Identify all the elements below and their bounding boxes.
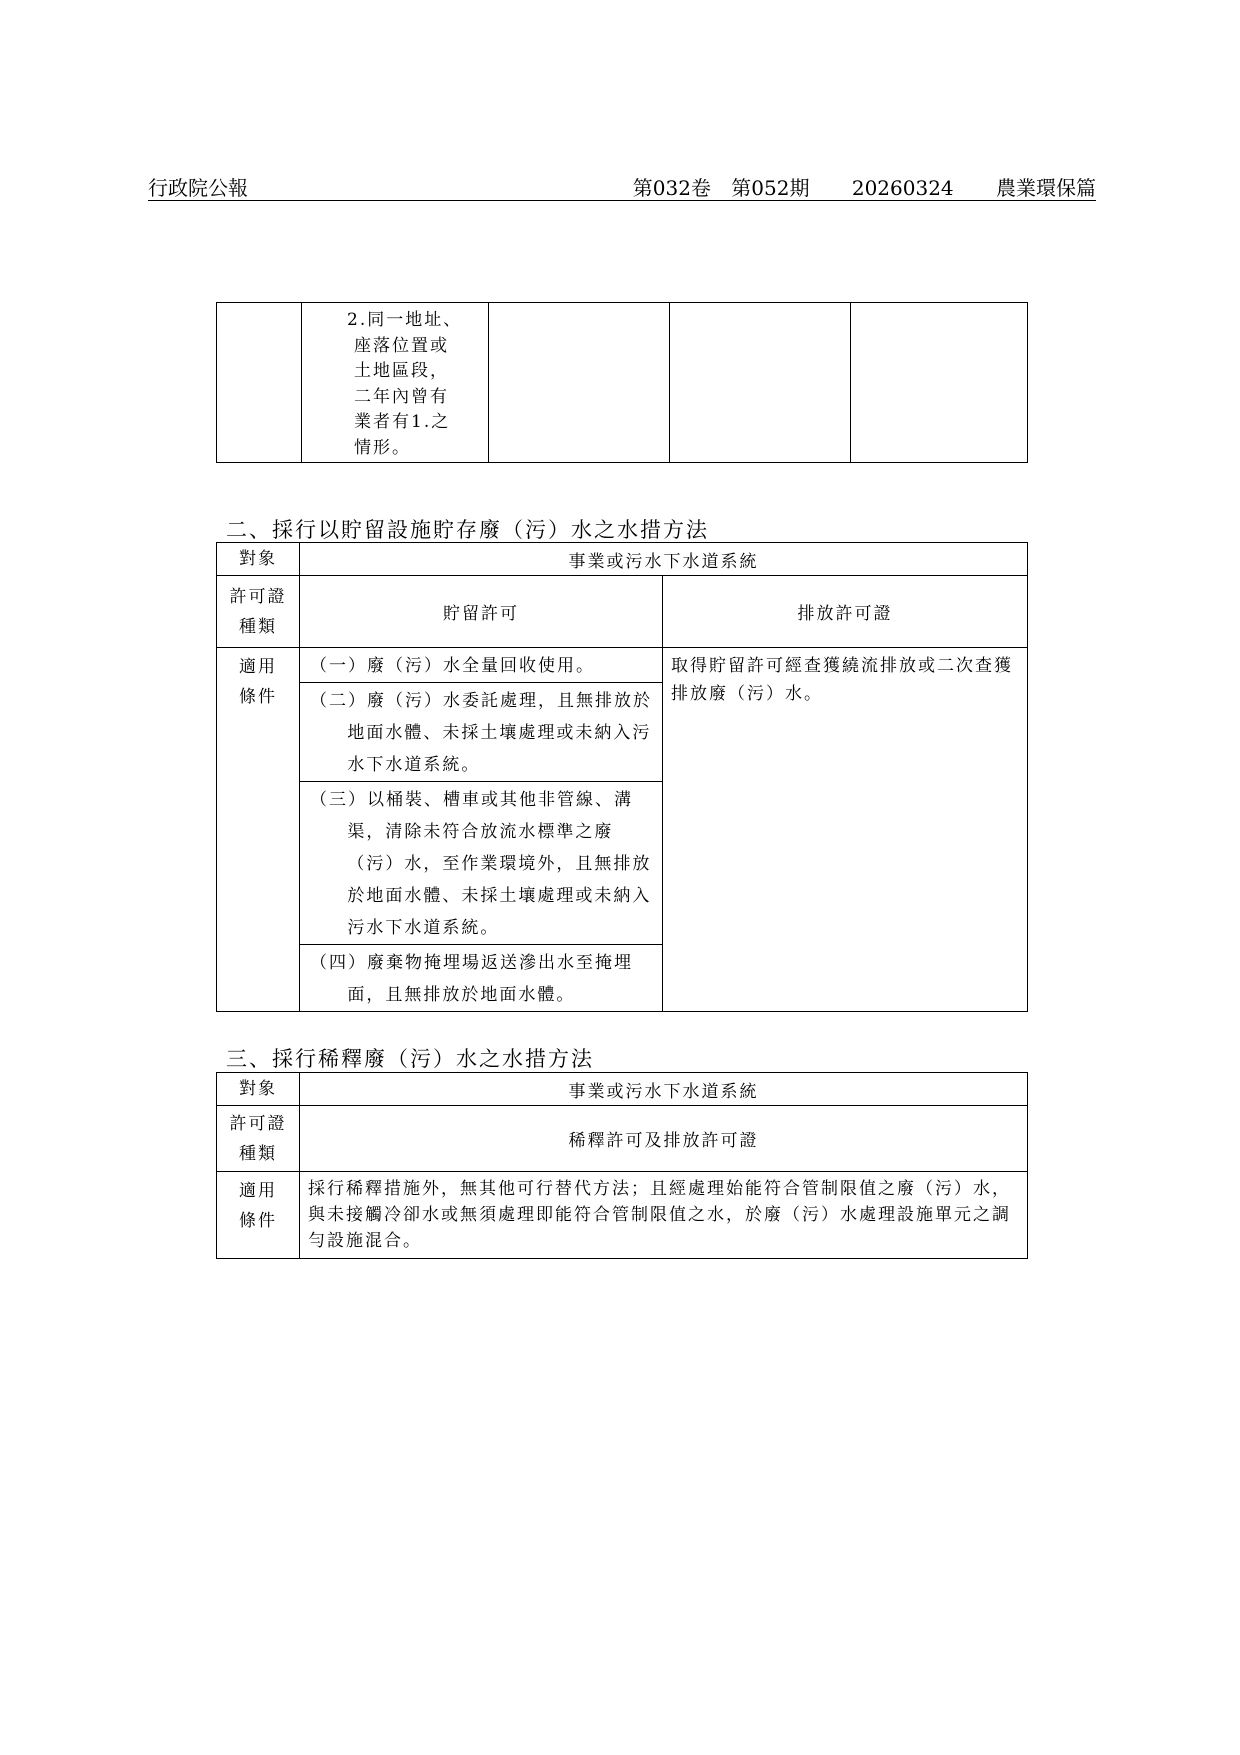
storage-permit: 貯留許可 (300, 576, 663, 648)
continued-table (216, 302, 1028, 463)
dilution-permit: 稀釋許可及排放許可證 (300, 1106, 1028, 1172)
storage-measures-table (216, 542, 1028, 1012)
section-2-title: 二、採行以貯留設施貯存廢（污）水之水措方法 (226, 518, 709, 542)
empty-cell (489, 303, 670, 463)
empty-cell (217, 303, 302, 463)
issue-date: 20260324 (851, 176, 954, 200)
dilution-condition: 採行稀釋措施外，無其他可行替代方法；且經處理始能符合管制限值之廢（污）水，與未接觸冷卻水或無須處理即能符合管制限值之水，於廢（污）水處理設施單元之調勻設施混合。 (300, 1172, 1028, 1259)
target-value: 事業或污水下水道系統 (300, 1073, 1028, 1106)
publication-name: 行政院公報 (148, 176, 248, 200)
condition-item: （四）廢棄物掩埋場返送滲出水至掩埋面，且無排放於地面水體。 (310, 953, 633, 1005)
condition-item: （三）以桶裝、槽車或其他非管線、溝渠，清除未符合放流水標準之廢（污）水，至作業環境外，且無排放於地面水體、未採土壤處理或未納入污水下水道系統。 (300, 782, 662, 945)
condition-cell: 2.同一地址、 座落位置或 土地區段， 二年內曾有 業者有1.之 情形。 (302, 303, 489, 463)
condition-item: （二）廢（污）水委託處理，且無排放於地面水體、未採土壤處理或未納入污水下水道系統。 (300, 683, 662, 782)
target-value: 事業或污水下水道系統 (300, 543, 1028, 576)
issue-number: 第052期 (731, 176, 810, 200)
condition-item: （一）廢（污）水全量回收使用。 (300, 648, 662, 683)
issue-info (633, 172, 1096, 201)
discharge-condition: 取得貯留許可經查獲繞流排放或二次查獲排放廢（污）水。 (663, 648, 1028, 1012)
section-name: 農業環保篇 (996, 176, 1096, 200)
permit-type-label: 許可證 種類 (217, 576, 300, 648)
discharge-permit: 排放許可證 (663, 576, 1028, 648)
permit-type-label: 許可證 種類 (217, 1106, 300, 1172)
condition-label: 適用 條件 (217, 1172, 300, 1259)
target-label: 對象 (217, 1073, 300, 1106)
section-3-title: 三、採行稀釋廢（污）水之水措方法 (226, 1047, 594, 1071)
condition-label: 適用 條件 (217, 648, 300, 1012)
empty-cell (851, 303, 1028, 463)
volume: 第032卷 (632, 176, 711, 200)
dilution-measures-table (216, 1072, 1028, 1259)
target-label: 對象 (217, 543, 300, 576)
page-header (148, 170, 1096, 201)
empty-cell (670, 303, 851, 463)
storage-conditions (300, 648, 663, 1012)
